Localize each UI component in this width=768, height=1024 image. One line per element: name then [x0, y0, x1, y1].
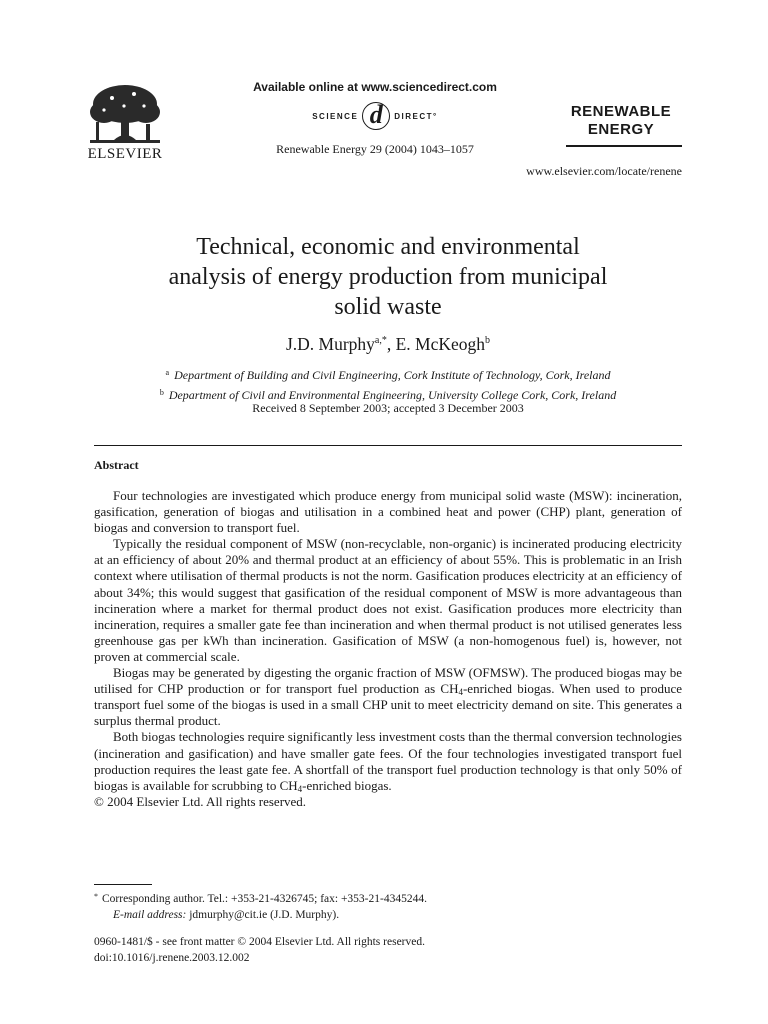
title-line-2: analysis of energy production from municipal [168, 264, 608, 290]
affiliation-a-text: Department of Building and Civil Engineering, Cork Institute of Technology, Cork, Ireland [174, 368, 611, 382]
p3-text-a: Biogas may be generated by digesting the organic fraction of MSW (OFMSW). The produced biogas may be utilised for CHP production or for transport fuel production as CH [94, 665, 682, 697]
elsevier-logo[interactable] [80, 82, 170, 163]
abstract-heading: Abstract [94, 458, 139, 472]
elsevier-wordmark: ELSEVIER [87, 146, 163, 162]
abstract-paragraph-3 [94, 665, 682, 729]
sd-left-text: SCIENCE [312, 111, 359, 121]
corresponding-text: Corresponding author. Tel.: +353-21-4326745; fax: +353-21-4345244. [102, 893, 427, 905]
abstract-copyright: © 2004 Elsevier Ltd. All rights reserved. [94, 793, 307, 809]
abstract-paragraph-1: Four technologies are investigated which produce energy from municipal solid waste (MSW): incineration, gasification, generation of biogas and utilisation in a combined heat and power (CHP) plant, generation of biogas and conversion to transport fuel. [94, 488, 682, 536]
affiliation-b-text: Department of Civil and Environmental Engineering, University College Cork, Cork, Ireland [168, 388, 617, 402]
journal-citation: Renewable Energy 29 (2004) 1043–1057 [276, 142, 474, 156]
brand-line-2: ENERGY [587, 121, 655, 138]
title-line-1: Technical, economic and environmental [196, 234, 580, 260]
elsevier-tree-icon [84, 82, 166, 148]
journal-brand[interactable] [560, 103, 682, 147]
brand-rule [566, 145, 682, 147]
author-2-affil-mark[interactable]: b [485, 335, 491, 346]
affiliation-a-mark: a [165, 368, 170, 377]
p4-text-b: -enriched biogas. [302, 777, 392, 793]
author-list [94, 334, 682, 355]
p4-subscript: 4 [297, 783, 303, 794]
author-1-affil-mark[interactable]: a,* [374, 335, 387, 346]
journal-url-link[interactable]: www.elsevier.com/locate/renene [526, 164, 682, 178]
email-label: E-mail address: [113, 909, 187, 921]
email-note [94, 907, 682, 923]
sd-circle-icon: d [362, 102, 390, 130]
abstract-paragraph-4 [94, 729, 682, 793]
received-dates: Received 8 September 2003; accepted 3 December 2003 [252, 401, 524, 415]
author-2[interactable]: E. McKeogh [395, 334, 486, 354]
doi-link[interactable]: doi:10.1016/j.renene.2003.12.002 [94, 952, 250, 964]
footnote-mark: * [94, 892, 98, 901]
available-online-link[interactable]: Available online at www.sciencedirect.com [253, 80, 497, 94]
abstract-body [94, 488, 682, 810]
author-1[interactable]: J.D. Murphy [285, 334, 375, 354]
article-title [94, 232, 682, 322]
affiliations [94, 364, 682, 404]
title-line-3: solid waste [334, 294, 442, 320]
sd-right-text: DIRECT° [394, 111, 438, 121]
affiliation-a [94, 364, 682, 384]
issn-line: 0960-1481/$ - see front matter © 2004 Elsevier Ltd. All rights reserved. [94, 936, 425, 948]
abstract-paragraph-2: Typically the residual component of MSW (non-recyclable, non-organic) is incinerated producing electricity at an efficiency of about 20% and thermal product at an efficiency of about 55%. This is problematic in an Irish context where utilisation of thermal products is not the norm. Gasification produces electricity at an efficiency of about 34%; this would suggest that gasification of the residual component of MSW is more advantageous than incineration where a market for thermal product does not exist. Gasification produces more electricity than incineration, requires a smaller gate fee than incineration and when thermal product is not utilised generates less greenhouse gas per kWh than incineration. Gasification of MSW (a non-homogenous fuel) is, however, not proven at commercial scale. [94, 536, 682, 664]
author-separator: , [386, 334, 396, 354]
center-header [230, 80, 520, 157]
p4-text-a: Both biogas technologies require significantly less investment costs than the thermal conversion technologies (incineration and gasification) and have smaller gate fees. Of the four technologies investigated transport fuel production requires the least gate fee. A shortfall of the transport fuel production technology is that only 50% of biogas is available for scrubbing to CH [94, 729, 682, 793]
brand-line-1: RENEWABLE [570, 103, 672, 120]
corresponding-author-note [94, 889, 682, 907]
footnote-rule [94, 884, 152, 885]
header-divider [94, 445, 682, 446]
p3-subscript: 4 [458, 687, 463, 698]
p3-text-b: -enriched biogas. When used to produce transport fuel some of the biogas is used in a small CHP unit to meet electricity demand on site. This generates a surplus thermal product. [94, 681, 682, 729]
footnotes [94, 889, 682, 923]
affiliation-b-mark: b [159, 388, 164, 397]
front-matter [94, 934, 682, 966]
email-address-link[interactable]: jdmurphy@cit.ie (J.D. Murphy). [186, 909, 340, 921]
sciencedirect-logo[interactable] [230, 102, 520, 130]
